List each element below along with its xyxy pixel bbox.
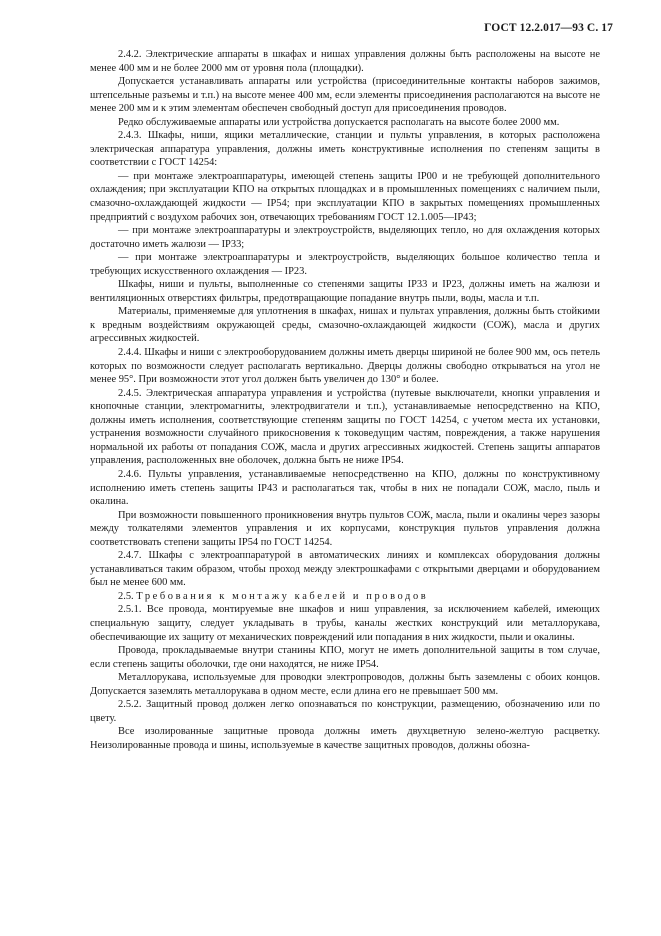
section-number: 2.5. bbox=[118, 590, 134, 602]
section-title: Требования к монтажу кабелей и проводов bbox=[136, 590, 429, 602]
paragraph: 2.5.2. Защитный провод должен легко опознаваться по конструкции, размещению, обозначению или по цвету. bbox=[90, 699, 600, 724]
paragraph: 2.4.4. Шкафы и ниши с электрооборудованием должны иметь дверцы шириной не более 900 мм, ось петель которых по возможности следует располагать вертикально. Дверцы должны свободно открываться на угол не менее 95°. При возможности этот угол должен быть увеличен до 130° и более. bbox=[90, 347, 600, 386]
list-item: — при монтаже электроаппаратуры, имеющей степень защиты IP00 и не требующей дополнительного охлаждения; при эксплуатации КПО на открытых площадках и в промышленных помещениях с наличием пыли, смазочно-охлаждающей жидкости — IP54; при эксплуатации КПО в закрытых помещениях промышленных предприятий с воздухом рабочих зон, отвечающих требованиям ГОСТ 12.1.005—IP43; bbox=[90, 170, 600, 223]
paragraph: Шкафы, ниши и пульты, выполненные со степенями защиты IP33 и IP23, должны иметь на жалюзи и вентиляционных отверстиях фильтры, предотвращающие попадание внутрь пыли, воды, масла и т.п. bbox=[90, 279, 600, 304]
paragraph: Допускается устанавливать аппараты или устройства (присоединительные контакты наборов зажимов, штепсельные разъемы и т.п.) на высоте менее 400 мм, если элементы присоединения располагаются на высоте не менее 200 мм и к этим элементам обеспечен свободный доступ для присоединения проводов. bbox=[90, 76, 600, 115]
paragraph: При возможности повышенного проникновения внутрь пультов СОЖ, масла, пыли и окалины через зазоры между толкателями элементов управления и их корпусами, конструкция пультов управления должна соответствовать степени защиты IP54 по ГОСТ 14254. bbox=[90, 509, 600, 548]
page-header: ГОСТ 12.2.017—93 С. 17 bbox=[484, 22, 613, 34]
paragraph: Все изолированные защитные провода должны иметь двухцветную зелено-желтую расцветку. Неизолированные провода и шины, используемые в качестве защитных проводов, должны обозна- bbox=[90, 726, 600, 751]
paragraph: 2.4.3. Шкафы, ниши, ящики металлические, станции и пульты управления, в которых расположена электрическая аппаратура управления, должны иметь конструктивные исполнения по степеням защиты в соответствии с ГОСТ 14254: bbox=[90, 130, 600, 169]
paragraph: 2.4.6. Пульты управления, устанавливаемые непосредственно на КПО, должны по конструктивному исполнению иметь степень защиты IP43 и располагаться так, чтобы в них не попадали СОЖ, масло, пыль и окалина. bbox=[90, 468, 600, 508]
paragraph: Провода, прокладываемые внутри станины КПО, могут не иметь дополнительной защиты в том случае, если степень защиты оболочки, где они находятся, не ниже IP54. bbox=[90, 645, 600, 670]
paragraph: Редко обслуживаемые аппараты или устройства допускается располагать на высоте более 2000 мм. bbox=[118, 116, 560, 128]
paragraph: Материалы, применяемые для уплотнения в шкафах, нишах и пультах управления, должны быть стойкими к вредным воздействиям окружающей среды, смазочно-охлаждающей жидкости (СОЖ), масла и других агрессивных жидкостей. bbox=[90, 306, 600, 345]
section-heading bbox=[90, 590, 600, 604]
document-body bbox=[90, 48, 600, 752]
paragraph: Металлорукава, используемые для проводки электропроводов, должны быть заземлены с обоих концов. Допускается заземлять металлорукава в одном месте, если длина его не превышает 500 мм. bbox=[90, 672, 600, 697]
list-item: — при монтаже электроаппаратуры и электроустройств, выделяющих большое количество тепла и требующих искусственного охлаждения — IP23. bbox=[90, 252, 600, 277]
list-item: — при монтаже электроаппаратуры и электроустройств, выделяющих тепло, но для охлаждения которых достаточно иметь жалюзи — IP33; bbox=[90, 225, 600, 250]
paragraph: 2.4.5. Электрическая аппаратура управления и устройства (путевые выключатели, кнопки управления и кнопочные станции, электромагниты, электродвигатели и т.п.), устанавливаемые непосредственно на КПО, должны иметь исполнения, соответствующие степеням защиты по ГОСТ 14254, с учетом места их установки, устранения возможности случайного прикосновения к токоведущим частям, повреждения, а также нарушения нормальной их работы от попадания СОЖ, масла и других агрессивных жидкостей. Степень защиты аппаратов управления, расположенных вне оболочек, должна быть не ниже IP54. bbox=[90, 387, 600, 467]
paragraph: 2.4.7. Шкафы с электроаппаратурой в автоматических линиях и комплексах оборудования должны устанавливаться таким образом, чтобы проход между электрошкафами с открытыми дверцами и оборудованием был не менее 600 мм. bbox=[90, 550, 600, 589]
paragraph: 2.4.2. Электрические аппараты в шкафах и нишах управления должны быть расположены на высоте не менее 400 мм и не более 2000 мм от уровня пола (площадки). bbox=[90, 49, 600, 74]
paragraph: 2.5.1. Все провода, монтируемые вне шкафов и ниш управления, за исключением кабелей, имеющих специальную защиту, следует укладывать в трубы, каналы жестких конструкций или металлорукава, обеспечивающие их защиту от механических повреждений или попадания в них жидкости, пыли и окалины. bbox=[90, 604, 600, 643]
